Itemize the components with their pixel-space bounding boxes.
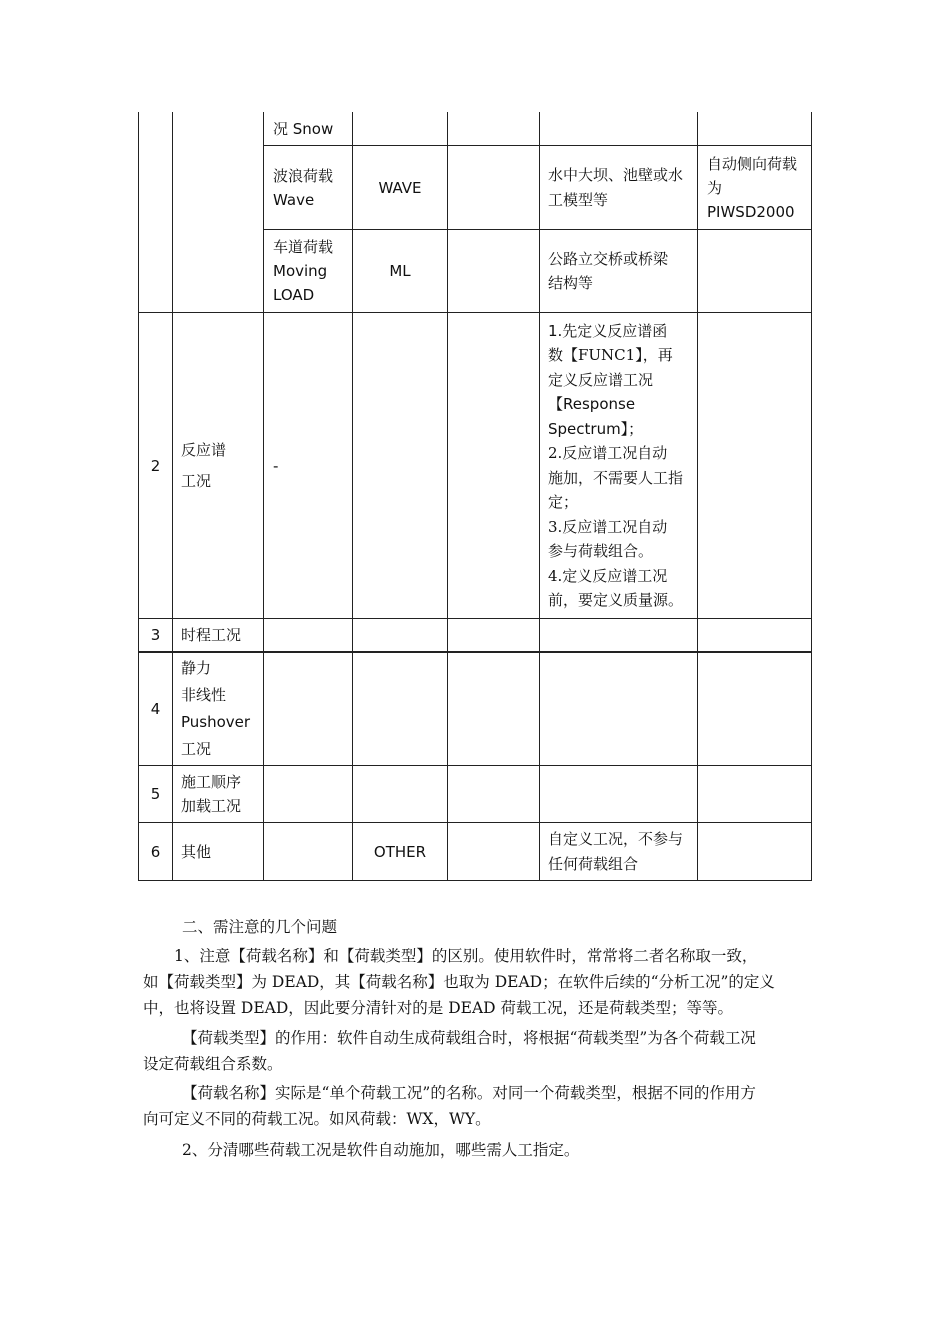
usage-line: 3.反应谱工况自动 xyxy=(548,517,668,536)
cell-code-6: OTHER xyxy=(373,842,427,861)
cell-ml-usage-2: 结构等 xyxy=(548,274,594,292)
cell-name-5b: 加载工况 xyxy=(181,797,242,815)
cell-name-5a: 施工顺序 xyxy=(181,773,242,791)
cell-wave-code: WAVE xyxy=(378,178,422,197)
cell-usage-6a: 自定义工况，不参与 xyxy=(548,830,684,848)
usage-line: 施加，不需要人工指 xyxy=(548,468,684,487)
cell-name-6: 其他 xyxy=(181,842,212,861)
usage-line: Spectrum】； xyxy=(548,419,644,438)
cell-ml-usage-1: 公路立交桥或桥梁 xyxy=(548,249,669,268)
usage-line: 1.先定义反应谱函 xyxy=(548,321,668,340)
cell-no-2: 2 xyxy=(150,456,161,475)
cell-ml-type-en1: Moving xyxy=(273,262,328,280)
cell-wave-remark-1: 自动侧向荷载 xyxy=(707,154,798,173)
usage-line: 定； xyxy=(548,493,579,511)
usage-line: 定义反应谱工况 xyxy=(548,370,654,389)
cell-no-3: 3 xyxy=(150,626,161,644)
cell-wave-remark-3: PIWSD2000 xyxy=(707,202,795,221)
cell-type-2: - xyxy=(273,456,279,475)
cell-no-5: 5 xyxy=(150,785,161,803)
cell-wave-remark-2: 为 xyxy=(707,178,723,197)
usage-line: 数【FUNC1】，再 xyxy=(548,346,673,364)
table-row xyxy=(139,619,172,651)
table-row xyxy=(273,112,351,145)
cell-no-6: 6 xyxy=(150,842,161,861)
table-row xyxy=(139,313,172,618)
usage-line: 参与荷载组合。 xyxy=(548,542,654,560)
cell-name-2a: 反应谱 xyxy=(181,440,227,459)
table-row xyxy=(139,823,172,880)
cell-name-4d: 工况 xyxy=(181,740,212,758)
cell-wave-type-en: Wave xyxy=(273,190,315,209)
cell-name-4c: Pushover xyxy=(181,713,251,731)
table-row xyxy=(139,653,172,765)
cell-wave-type-cn: 波浪荷载 xyxy=(273,166,334,185)
cell-name-4a: 静力 xyxy=(181,659,212,677)
cell-wave-usage-2: 工模型等 xyxy=(548,190,609,209)
usage-line: 【Response xyxy=(548,395,636,413)
usage-line: 2.反应谱工况自动 xyxy=(548,444,668,462)
cell-name-3: 时程工况 xyxy=(181,626,242,644)
cell-wave-usage-1: 水中大坝、池壁或水 xyxy=(548,166,684,184)
cell-ml-type-en2: LOAD xyxy=(273,286,315,304)
table-row xyxy=(139,766,172,822)
cell-name-2b: 工况 xyxy=(181,471,212,490)
usage-line: 4.定义反应谱工况 xyxy=(548,566,668,585)
cell-snow-type: 况 Snow xyxy=(273,119,334,138)
cell-name-4b: 非线性 xyxy=(181,686,227,704)
paragraph-3: 【荷载名称】实际是“单个荷载工况”的名称。对同一个荷载类型，根据不同的作用方 向可定义不同的荷载工况。如风荷载：WX，WY。 xyxy=(143,1084,756,1128)
paragraph-4: 2、分清哪些荷载工况是软件自动施加，哪些需人工指定。 xyxy=(182,1141,580,1159)
table-row xyxy=(273,230,351,312)
load-case-table xyxy=(138,112,812,881)
cell-no-4: 4 xyxy=(150,700,161,718)
cell-usage-6b: 任何荷载组合 xyxy=(548,854,639,873)
cell-ml-code: ML xyxy=(389,262,411,280)
section-heading: 二、需注意的几个问题 xyxy=(182,918,338,936)
cell-ml-type-cn: 车道荷载 xyxy=(273,238,334,256)
paragraph-2: 【荷载类型】的作用：软件自动生成荷载组合时，将根据“荷载类型”为各个荷载工况 设定荷载组合系数。 xyxy=(143,1029,756,1073)
paragraph-1: 1、注意【荷载名称】和【荷载类型】的区别。使用软件时，常常将二者名称取一致， 如【荷载类型】为 DEAD，其【荷载名称】也取为 DEAD；在软件后续的“分析工况”的定义 中，也将设置 DEAD，因此要分清针对的是 DEAD 荷载工况，还是荷载类型；等等。 xyxy=(143,947,775,1017)
usage-line: 前，要定义质量源。 xyxy=(548,591,684,609)
table-row xyxy=(273,146,351,229)
